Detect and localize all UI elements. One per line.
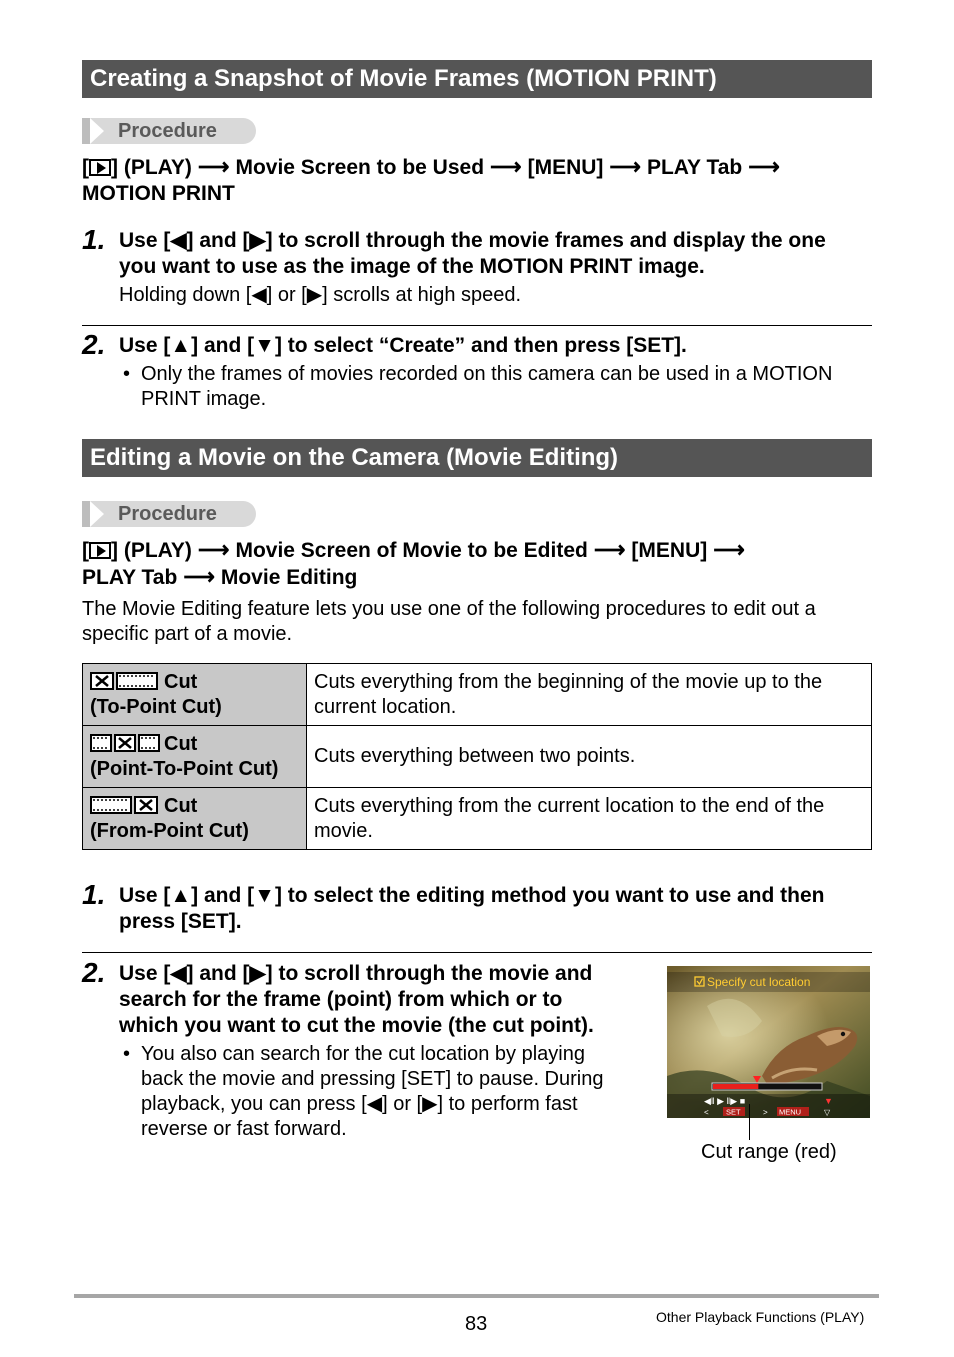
- arrow-right-icon: ⟶: [183, 564, 215, 589]
- arrow-right-icon: ⟶: [609, 154, 641, 179]
- down-arrow-icon: ▼: [254, 884, 275, 907]
- method-label: Cut (From-Point Cut): [83, 788, 307, 850]
- left-arrow-icon: ◀: [366, 1093, 383, 1115]
- to-point-cut-icon: [90, 672, 162, 690]
- table-row: [83, 726, 872, 788]
- cut-range-caption: Cut range (red): [701, 1141, 837, 1163]
- menu-path-motion-print: [ ] (PLAY) ⟶ Movie Screen to be Used ⟶ [MENU] ⟶ PLAY Tab ⟶ MOTION PRINT: [82, 154, 780, 205]
- svg-text:▼: ▼: [824, 1096, 833, 1106]
- bullet-dot: •: [123, 1043, 131, 1065]
- step-number: 1.: [82, 879, 106, 910]
- down-arrow-icon: ▼: [254, 334, 275, 357]
- svg-text:>: >: [763, 1108, 768, 1117]
- section-title-movie-editing: Editing a Movie on the Camera (Movie Editing): [82, 439, 872, 477]
- method-description: Cuts everything from the beginning of the movie up to the current location.: [307, 664, 872, 726]
- camera-screen-image: [667, 966, 870, 1118]
- svg-text:<: <: [704, 1108, 709, 1117]
- arrow-right-icon: ⟶: [490, 154, 522, 179]
- set-label: SET: [726, 1107, 741, 1117]
- up-arrow-icon: ▲: [170, 334, 192, 357]
- arrow-right-icon: ⟶: [713, 537, 745, 562]
- method-label: Cut (To-Point Cut): [83, 664, 307, 726]
- page-number: 83: [465, 1313, 488, 1335]
- menu-label: MENU: [779, 1107, 802, 1117]
- right-arrow-icon: ▶: [249, 229, 266, 252]
- step-number: 1.: [82, 224, 106, 255]
- left-arrow-icon: ◀: [251, 284, 267, 306]
- up-arrow-icon: ▲: [170, 884, 192, 907]
- footer-rule: [74, 1294, 879, 1298]
- bullet-text: You also can search for the cut location by playing back the movie and pressing [SET] to pause. During playback, you can press [◀] or [▶] to perform fast reverse or fast forward.: [141, 1043, 604, 1140]
- left-arrow-icon: ◀: [170, 229, 187, 252]
- divider: [82, 325, 872, 326]
- step-note: Holding down [◀] or [▶] scrolls at high speed.: [119, 284, 522, 306]
- right-arrow-icon: ▶: [422, 1093, 438, 1115]
- arrow-right-icon: ⟶: [197, 154, 230, 179]
- play-icon: [89, 159, 111, 176]
- screen-header-text: Specify cut location: [707, 975, 811, 989]
- right-arrow-icon: ▶: [249, 962, 266, 985]
- chapter-title: Other Playback Functions (PLAY): [656, 1309, 865, 1325]
- arrow-right-icon: ⟶: [593, 537, 626, 562]
- play-icon: [89, 542, 111, 559]
- left-arrow-icon: ◀: [170, 962, 187, 985]
- step-instruction: Use [▲] and [▼] to select “Create” and then press [SET].: [119, 334, 687, 357]
- section-title-motion-print: Creating a Snapshot of Movie Frames (MOTION PRINT): [82, 60, 872, 98]
- cut-range-bar: [713, 1084, 758, 1089]
- procedure-label-text: Procedure: [118, 120, 217, 142]
- bullet-text: Only the frames of movies recorded on this camera can be used in a MOTION PRINT image.: [141, 363, 833, 410]
- step-number: 2.: [82, 329, 106, 360]
- step-instruction: Use [▲] and [▼] to select the editing method you want to use and then press [SET].: [119, 884, 825, 933]
- point-to-point-cut-icon: [90, 734, 162, 752]
- procedure-label-text: Procedure: [118, 503, 217, 525]
- camera-screen-svg: [667, 966, 870, 1118]
- menu-path-movie-editing: [ ] (PLAY) ⟶ Movie Screen of Movie to be Edited ⟶ [MENU] ⟶ PLAY Tab ⟶ Movie Editing: [82, 537, 745, 589]
- method-label: Cut (Point-To-Point Cut): [83, 726, 307, 788]
- procedure-label: [82, 501, 256, 527]
- method-description: Cuts everything between two points.: [307, 726, 872, 788]
- arrow-right-icon: ⟶: [748, 154, 780, 179]
- step-number: 2.: [82, 957, 106, 988]
- svg-text:▽: ▽: [824, 1108, 831, 1117]
- arrow-right-icon: ⟶: [197, 537, 230, 562]
- step-instruction: Use [◀] and [▶] to scroll through the movie frames and display the one you want to use as the image of the MOTION PRINT image.: [119, 229, 826, 278]
- intro-paragraph: The Movie Editing feature lets you use one of the following procedures to edit out a specific part of a movie.: [82, 598, 816, 645]
- step-instruction: Use [◀] and [▶] to scroll through the movie and search for the frame (point) from which or to which you want to cut the movie (the cut point).: [119, 962, 594, 1037]
- table-row: [83, 788, 872, 850]
- procedure-label: [82, 118, 256, 144]
- from-point-cut-icon: [90, 796, 162, 814]
- svg-text:◀‖ ▶ ‖▶ ■: ◀‖ ▶ ‖▶ ■: [704, 1096, 746, 1106]
- method-description: Cuts everything from the current location to the end of the movie.: [307, 788, 872, 850]
- bullet-dot: •: [123, 363, 131, 385]
- right-arrow-icon: ▶: [306, 284, 323, 306]
- editing-methods-table: [82, 663, 872, 850]
- table-row: [83, 664, 872, 726]
- divider: [82, 952, 872, 953]
- callout-line: [749, 1104, 750, 1140]
